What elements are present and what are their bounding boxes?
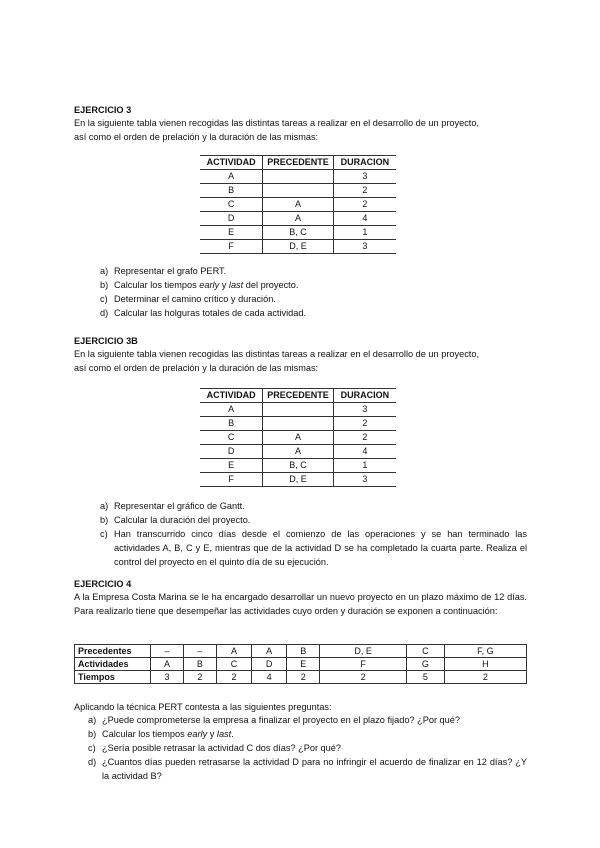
exercise-3-intro-line1: En la siguiente tabla vienen recogidas las distintas tareas a realizar en el desarrollo de un proyecto, (74, 118, 479, 128)
cell-precedente (263, 170, 334, 184)
exercise-3-header (74, 104, 528, 144)
cell-actividad: B (200, 417, 263, 431)
cell-tiempo: 2 (216, 671, 251, 684)
cell-precedente (263, 184, 334, 198)
cell-precedente: A (263, 431, 334, 445)
list-item: a) Representar el grafo PERT. (100, 266, 227, 276)
cell-tiempo: 2 (183, 671, 216, 684)
table-row (200, 198, 396, 212)
exercise-3-table (200, 155, 396, 254)
cell-actividad: C (200, 198, 263, 212)
cell-precedente: A (263, 212, 334, 226)
list-item: c) Han transcurrido cinco días desde el comienzo de las operaciones y se han terminado las actividades A, B, C y E, mientras que de la actividad D se ha completado la cuarta parte. Realiza el control del proyecto en el quinto día de su ejecución. (100, 529, 527, 567)
exercise-3b-intro-line2: así como el orden de prelación y la duración de las mismas: (74, 363, 319, 373)
table-row-precedentes (75, 645, 527, 658)
cell-precedente: B, C (263, 459, 334, 473)
column-header-precedente: PRECEDENTE (263, 156, 334, 170)
list-item: b) Calcular los tiempos early y last. (88, 729, 234, 739)
table-row (200, 473, 396, 487)
row-header-actividades: Actividades (75, 658, 151, 671)
cell-precedente: C (407, 645, 445, 658)
list-item: c) ¿Sería posible retrasar la actividad C dos días? ¿Por qué? (88, 743, 341, 753)
table-header-row (200, 389, 396, 403)
cell-duracion: 2 (333, 184, 396, 198)
cell-tiempo: 2 (287, 671, 320, 684)
list-item: b) Calcular la duración del proyecto. (100, 515, 251, 525)
cell-precedente: A (263, 198, 334, 212)
cell-actividad: D (200, 445, 263, 459)
exercise-4-title: EJERCICIO 4 (74, 579, 132, 589)
list-item: a) Representar el gráfico de Gantt. (100, 501, 245, 511)
column-header-duracion: DURACION (333, 156, 396, 170)
cell-duracion: 3 (333, 403, 396, 417)
column-header-actividad: ACTIVIDAD (200, 156, 263, 170)
cell-precedente: D, E (320, 645, 407, 658)
cell-actividad: C (216, 658, 251, 671)
exercise-3b-questions (100, 499, 527, 569)
cell-duracion: 4 (333, 445, 396, 459)
cell-actividad: A (151, 658, 184, 671)
cell-duracion: 2 (333, 198, 396, 212)
table-row (200, 170, 396, 184)
table-row (200, 417, 396, 431)
cell-actividad: E (200, 459, 263, 473)
cell-duracion: 2 (333, 431, 396, 445)
list-item: c) Determinar el camino crítico y duración. (100, 294, 276, 304)
cell-duracion: 3 (333, 473, 396, 487)
column-header-duracion: DURACION (333, 389, 396, 403)
cell-actividad: B (200, 184, 263, 198)
cell-precedente: B (287, 645, 320, 658)
cell-actividad: F (320, 658, 407, 671)
cell-duracion: 1 (333, 459, 396, 473)
cell-duracion: 3 (333, 240, 396, 254)
cell-precedente (263, 417, 334, 431)
exercise-4-lead: Aplicando la técnica PERT contesta a las siguientes preguntas: (74, 702, 332, 712)
exercise-4-intro: A la Empresa Costa Marina se le ha encargado desarrollar un nuevo proyecto en un plazo máximo de 12 días. Para realizarlo tiene que desempeñar las actividades cuyo orden y duración se exponen a continuación: (74, 592, 527, 616)
row-header-precedentes: Precedentes (75, 645, 151, 658)
cell-precedente: B, C (263, 226, 334, 240)
cell-duracion: 4 (333, 212, 396, 226)
cell-duracion: 2 (333, 417, 396, 431)
table-header-row (200, 156, 396, 170)
cell-precedente: A (216, 645, 251, 658)
cell-duracion: 1 (333, 226, 396, 240)
cell-precedente: – (183, 645, 216, 658)
cell-tiempo: 5 (407, 671, 445, 684)
cell-actividad: C (200, 431, 263, 445)
cell-tiempo: 3 (151, 671, 184, 684)
table-row-tiempos (75, 671, 527, 684)
list-item: d) Calcular las holguras totales de cada actividad. (100, 308, 307, 318)
table-row (200, 445, 396, 459)
cell-precedente: F, G (444, 645, 526, 658)
cell-actividad: F (200, 240, 263, 254)
cell-precedente: A (263, 445, 334, 459)
cell-actividad: G (407, 658, 445, 671)
cell-actividad: H (444, 658, 526, 671)
exercise-3-questions (100, 264, 520, 320)
table-row (200, 459, 396, 473)
cell-actividad: D (200, 212, 263, 226)
exercise-3-title: EJERCICIO 3 (74, 105, 132, 115)
cell-actividad: D (252, 658, 287, 671)
table-row-actividades (75, 658, 527, 671)
cell-tiempo: 2 (444, 671, 526, 684)
table-row (200, 403, 396, 417)
cell-actividad: F (200, 473, 263, 487)
list-item: b) Calcular los tiempos early y last del proyecto. (100, 280, 299, 290)
column-header-actividad: ACTIVIDAD (200, 389, 263, 403)
cell-precedente: D, E (263, 473, 334, 487)
exercise-3b-table (200, 388, 396, 487)
table-row (200, 431, 396, 445)
cell-precedente: D, E (263, 240, 334, 254)
cell-precedente: A (252, 645, 287, 658)
cell-actividad: B (183, 658, 216, 671)
column-header-precedente: PRECEDENTE (263, 389, 334, 403)
table-row (200, 212, 396, 226)
exercise-4-header (74, 578, 527, 618)
table-row (200, 226, 396, 240)
exercise-3b-intro-line1: En la siguiente tabla vienen recogidas las distintas tareas a realizar en el desarrollo de un proyecto, (74, 349, 479, 359)
cell-tiempo: 4 (252, 671, 287, 684)
cell-actividad: E (287, 658, 320, 671)
table-row (200, 240, 396, 254)
cell-tiempo: 2 (320, 671, 407, 684)
row-header-tiempos: Tiempos (75, 671, 151, 684)
list-item: a) ¿Puede comprometerse la empresa a finalizar el proyecto en el plazo fijado? ¿Por qué? (88, 715, 460, 725)
table-row (200, 184, 396, 198)
cell-precedente: – (151, 645, 184, 658)
cell-actividad: E (200, 226, 263, 240)
cell-actividad: A (200, 403, 263, 417)
exercise-3-intro-line2: así como el orden de prelación y la duración de las mismas: (74, 132, 319, 142)
cell-actividad: A (200, 170, 263, 184)
cell-duracion: 3 (333, 170, 396, 184)
cell-precedente (263, 403, 334, 417)
exercise-3b-title: EJERCICIO 3B (74, 336, 138, 346)
exercise-3b-header (74, 335, 528, 375)
exercise-4-table (74, 644, 527, 684)
exercise-4-questions (88, 713, 527, 783)
list-item: d) ¿Cuantos días pueden retrasarse la actividad D para no infringir el acuerdo de finalizar en 12 días? ¿Y la actividad B? (88, 757, 527, 781)
